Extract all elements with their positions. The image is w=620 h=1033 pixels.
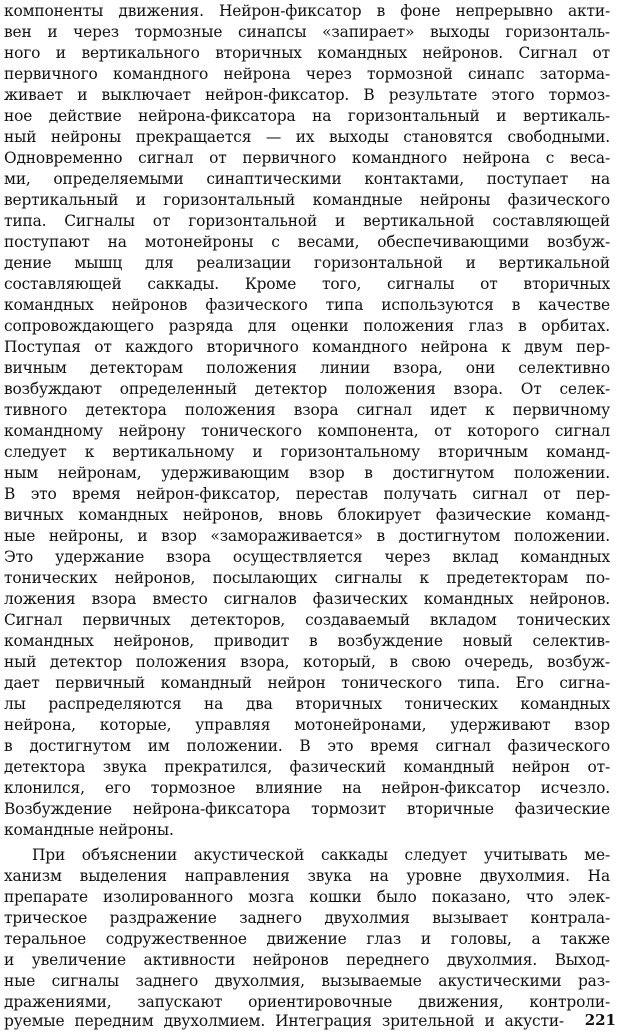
text-line: Поступая от каждого вторичного командного нейрона к двум пер- [4,338,610,356]
text-line: руемые передним двухолмием. Интеграция зрительной и акусти- [4,1012,564,1030]
text-line: Это удержание взора осуществляется через вклад командных [4,548,610,566]
page-number: 221 [584,1011,616,1029]
text-line: вертикальный и горизонтальный командные нейроны фазического [4,191,610,209]
text-line: вичных командных нейронов, вновь блокирует фазические команд- [4,506,610,524]
text-line: ложения взора вместо сигналов фазических командных нейронов. [4,590,610,608]
text-line: дение мышц для реализации горизонтальной и вертикальной [4,254,610,272]
text-line: командному нейрону тонического компонента, от которого сигнал [4,422,610,440]
text-line: сопровождающего разряда для оценки положения глаз в орбитах. [4,317,610,335]
text-line: В это время нейрон-фиксатор, перестав получать сигнал от пер- [4,485,610,503]
text-line: ный нейроны прекращается — их выходы становятся свободными. [4,128,610,146]
text-line: ные нейроны, и взор «замораживается» в достигнутом положении. [4,527,610,545]
text-line: Сигнал первичных детекторов, создаваемый вкладом тонических [4,611,610,629]
text-line: поступают на мотонейроны с весами, обеспечивающими возбуж- [4,233,610,251]
text-line: вен и через тормозные синапсы «запирает» выходы горизонталь- [4,23,610,41]
text-line: следует к вертикальному и горизонтальному вторичным команд- [4,443,610,461]
text-line: ное действие нейрона-фиксатора на горизонтальный и вертикаль- [4,107,610,125]
text-line: командных нейронов фазического типа используются в качестве [4,296,610,314]
text-line: возбуждают определенный детектор положения взора. От селек- [4,380,610,398]
text-line: ным нейронам, удерживающим взор в достигнутом положении. [4,464,610,482]
text-line: ные сигналы заднего двухолмия, вызываемые акустическими раз- [4,972,610,990]
text-line: Одновременно сигнал от первичного командного нейрона с веса- [4,149,610,167]
text-line: дражениями, запускают ориентировочные движения, контроли- [4,993,610,1011]
text-line: компоненты движения. Нейрон-фиксатор в фоне непрерывно акти- [4,2,610,20]
text-line: ми, определяемыми синаптическими контактами, поступает на [4,170,610,188]
text-line: нейрона, которые, управляя мотонейронами, удерживают взор [4,716,610,734]
text-line: типа. Сигналы от горизонтальной и вертикальной составляющей [4,212,610,230]
text-line: первичного командного нейрона через тормозной синапс затормa- [4,65,610,83]
text-line: командных нейронов, приводит в возбуждение новый селектив- [4,632,610,650]
text-line: трическое раздражение заднего двухолмия вызывает контрала- [4,909,610,927]
text-line: теральное содружественное движение глаз и головы, а также [4,930,610,948]
text-line: вичным детекторам положения линии взора, они селективно [4,359,610,377]
text-line: дает первичный командный нейрон тонического типа. Его сигна- [4,674,610,692]
text-line: лы распределяются на два вторичных тонических командных [4,695,610,713]
text-line: в достигнутом им положении. В это время сигнал фазического [4,737,610,755]
text-line: препарате изолированного мозга кошки было показано, что элек- [4,888,610,906]
text-line: тонических нейронов, посылающих сигналы к предетекторам по- [4,569,610,587]
text-line: живает и выключает нейрон-фиксатор. В результате этого тормоз- [4,86,610,104]
text-line: Возбуждение нейрона-фиксатора тормозит вторичные фазические [4,800,610,818]
text-line: командные нейроны. [4,821,174,839]
text-line: ный детектор положения взора, который, в свою очередь, возбуж- [4,653,610,671]
text-line: клонился, его тормозное влияние на нейрон-фиксатор исчезло. [4,779,610,797]
text-line: и увеличение активности нейронов переднего двухолмия. Выход- [4,951,610,969]
text-line: ханизм выделения направления звука на уровне двухолмия. На [4,867,610,885]
text-line: ного и вертикального вторичных командных нейронов. Сигнал от [4,44,610,62]
text-line: составляющей саккады. Кроме того, сигналы от вторичных [4,275,610,293]
paragraph-first-line: При объяснении акустической саккады следует учитывать ме- [32,846,610,864]
text-line: тивного детектора положения взора сигнал идет к первичному [4,401,610,419]
text-line: детектора звука прекратился, фазический командный нейрон от- [4,758,610,776]
